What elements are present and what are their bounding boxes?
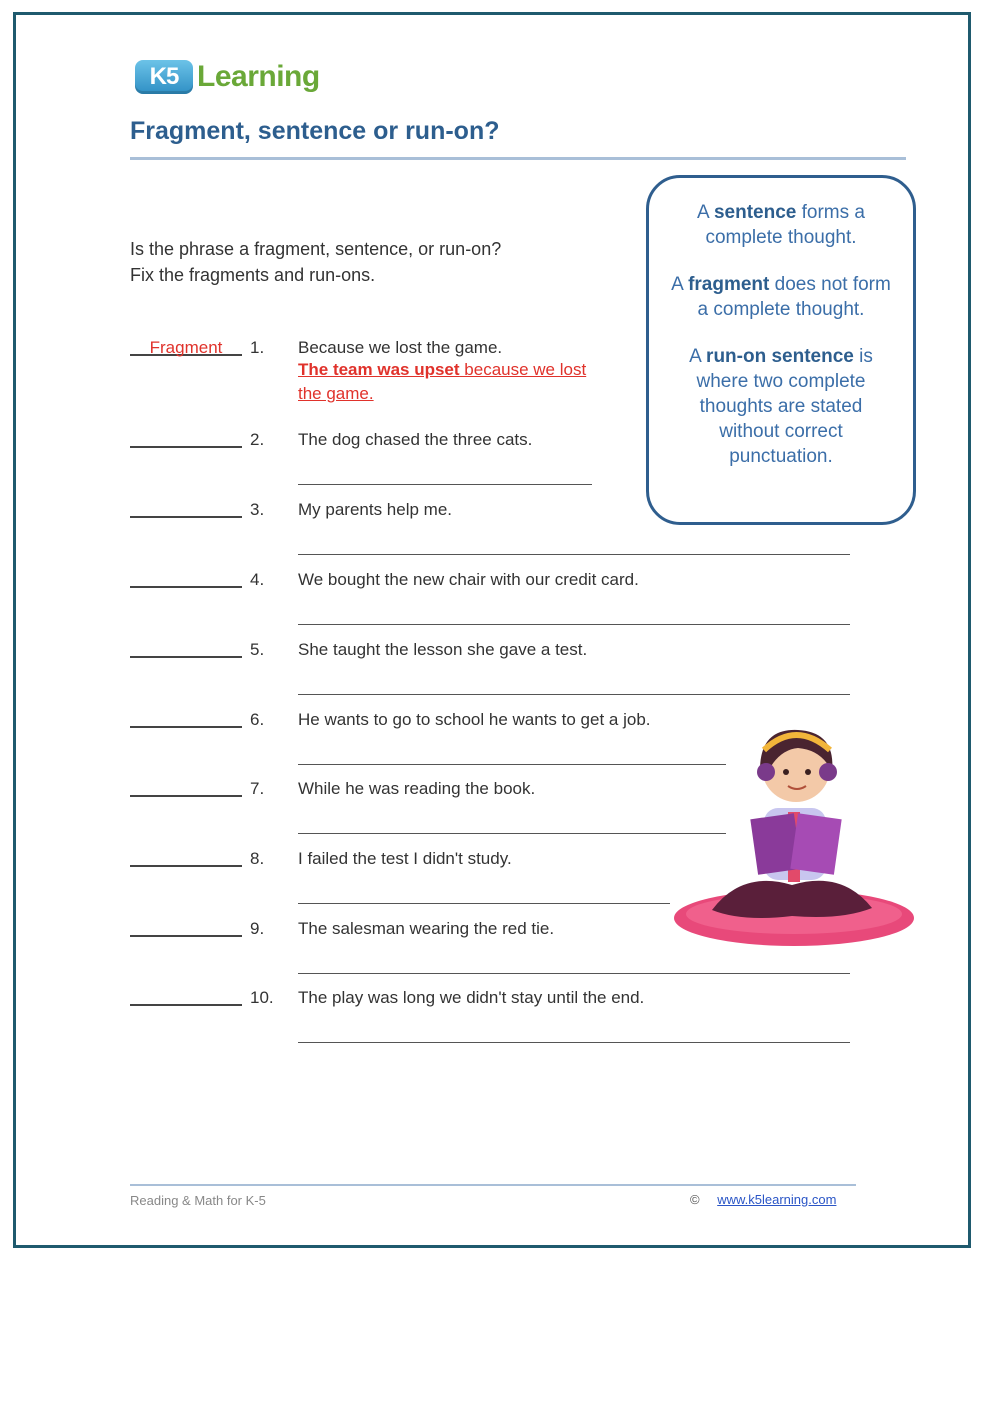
rewrite-line[interactable] — [298, 973, 850, 974]
question-number: 3. — [250, 500, 265, 519]
answer-blank[interactable] — [130, 1004, 242, 1006]
legs — [712, 881, 872, 918]
question-text: We bought the new chair with our credit card. — [298, 570, 639, 589]
rewrite-line[interactable] — [298, 554, 850, 555]
definition-sentence: A sentence forms a complete thought. — [697, 202, 865, 248]
question-text: While he was reading the book. — [298, 779, 536, 798]
question-number: 9. — [250, 919, 265, 938]
girl-reading-illustration — [672, 720, 922, 950]
question-text: The play was long we didn't stay until the end. — [298, 988, 645, 1007]
instructions — [130, 236, 501, 288]
answer-label: Fragment — [149, 338, 223, 357]
rewrite-line[interactable] — [298, 833, 726, 834]
answer-blank[interactable] — [130, 516, 242, 518]
definition-fragment: A fragment does not form a complete thought. — [671, 274, 891, 320]
question-number: 8. — [250, 849, 265, 868]
question-10 — [130, 988, 870, 1048]
question-number: 7. — [250, 779, 265, 798]
answer-blank[interactable] — [130, 446, 242, 448]
book-right — [790, 813, 841, 875]
footer-divider — [130, 1184, 856, 1186]
rewrite-line[interactable] — [298, 903, 670, 904]
headphone-right — [819, 763, 837, 781]
answer-blank[interactable] — [130, 865, 242, 867]
question-text: The dog chased the three cats. — [298, 430, 533, 449]
question-text: I failed the test I didn't study. — [298, 849, 512, 868]
definition-runon: A run-on sentence is where two complete thoughts are stated without correct punctuation. — [689, 346, 873, 467]
rewrite-line[interactable] — [298, 624, 850, 625]
question-text: She taught the lesson she gave a test. — [298, 640, 588, 659]
question-5 — [130, 640, 870, 700]
website-link[interactable]: www.k5learning.com — [717, 1192, 837, 1207]
question-1 — [130, 338, 870, 403]
question-number: 5. — [250, 640, 265, 659]
rewrite-line[interactable] — [298, 764, 726, 765]
question-text: My parents help me. — [298, 500, 453, 519]
answer-blank[interactable] — [130, 656, 242, 658]
question-number: 1. — [250, 338, 265, 357]
question-4 — [130, 570, 870, 630]
k5-logo — [135, 60, 320, 94]
question-number: 4. — [250, 570, 265, 589]
answer-blank[interactable] — [130, 795, 242, 797]
question-text: The salesman wearing the red tie. — [298, 919, 555, 938]
title-divider — [130, 157, 906, 160]
question-text: Because we lost the game. — [298, 338, 503, 357]
example-fix: The team was upset because we lost the game. — [298, 360, 587, 403]
logo-badge: K5 — [135, 60, 193, 94]
question-number: 6. — [250, 710, 265, 729]
rewrite-line[interactable] — [298, 1042, 850, 1043]
answer-blank[interactable] — [130, 726, 242, 728]
instructions-line-2: Fix the fragments and run-ons. — [130, 265, 376, 285]
copyright-symbol: © — [690, 1192, 700, 1207]
footer-right — [690, 1192, 836, 1207]
question-text: He wants to go to school he wants to get a job. — [298, 710, 651, 729]
footer-tagline: Reading & Math for K-5 — [130, 1193, 266, 1208]
rewrite-line[interactable] — [298, 694, 850, 695]
answer-blank[interactable] — [130, 935, 242, 937]
question-2 — [130, 430, 870, 490]
answer-blank[interactable] — [130, 586, 242, 588]
rewrite-line[interactable] — [298, 484, 592, 485]
page-title: Fragment, sentence or run-on? — [130, 117, 500, 145]
logo-word: Learning — [197, 60, 320, 93]
question-number: 2. — [250, 430, 265, 449]
question-3 — [130, 500, 870, 560]
instructions-line-1: Is the phrase a fragment, sentence, or run-on? — [130, 239, 502, 259]
question-number: 10. — [250, 988, 274, 1007]
headphone-left — [757, 763, 775, 781]
